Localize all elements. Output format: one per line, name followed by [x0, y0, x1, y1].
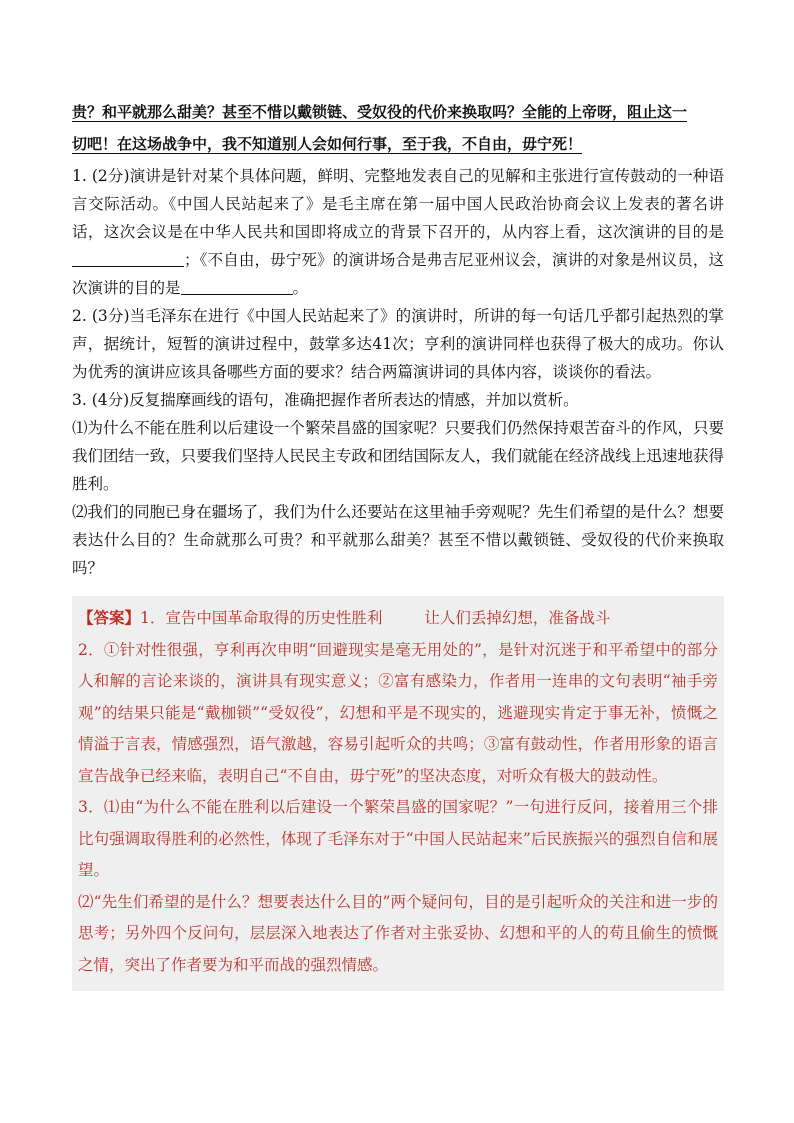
answer-3-item-2: ⑵“先生们希望的是什么？想要表达什么目的”两个疑问句，目的是引起听众的关注和进一步的思考；另外四个反问句，层层深入地表达了作者对主张妥协、幻想和平的人的苟且偷生的愤慨之情，突出了作者要为和平而战的强烈情感。 — [78, 892, 718, 974]
intro-passage — [72, 96, 724, 160]
intro-line-2: 切吧！在这场战争中，我不知道别人会如何行事，至于我，不自由，毋宁死！ — [72, 135, 583, 153]
question-3: 3. (4分)反复揣摩画线的语句，准确把握作者所表达的情感，并加以赏析。 — [72, 391, 579, 409]
answer-blank-2[interactable] — [181, 278, 293, 295]
answer-1-part-1: 1．宣告中国革命取得的历史性胜利 — [140, 609, 383, 627]
question-1-text-c: 。 — [292, 279, 309, 297]
answer-box — [72, 596, 724, 991]
answer-1 — [78, 602, 718, 635]
question-1-text-b: ；《不自由，毋宁死》的演讲场合是弗吉尼亚州议会，演讲的对象是州议员，这次演讲的目的是 — [72, 251, 724, 297]
question-1 — [72, 162, 724, 302]
answer-tag: 【答案】 — [78, 608, 141, 627]
questions — [72, 162, 724, 582]
question-3-item-1: ⑴为什么不能在胜利以后建设一个繁荣昌盛的国家呢？只要我们仍然保持艰苦奋斗的作风，只要我们团结一致，只要我们坚持人民民主专政和团结国际友人，我们就能在经济战线上迅速地获得胜利。 — [72, 419, 724, 493]
answer-blank-1[interactable] — [72, 250, 184, 267]
answer-3-item-1: 3．⑴由“为什么不能在胜利以后建设一个繁荣昌盛的国家呢？”一句进行反问，接着用三个排比句强调取得胜利的必然性，体现了毛泽东对于“中国人民站起来”后民族振兴的强烈自信和展望。 — [78, 798, 718, 879]
question-2: 2. (3分)当毛泽东在进行《中国人民站起来了》的演讲时，所讲的每一句话几乎都引起热烈的掌声，据统计，短暂的演讲过程中，鼓掌多达41次；亨利的演讲同样也获得了极大的成功。你认为优秀的演讲应该具备哪些方面的要求？结合两篇演讲词的具体内容，谈谈你的看法。 — [72, 307, 724, 381]
answer-1-part-2: 让人们丢掉幻想，准备战斗 — [424, 609, 611, 627]
answer-2: 2．①针对性很强，亨利再次申明“回避现实是毫无用处的”，是针对沉迷于和平希望中的部分人和解的言论来谈的，演讲具有现实意义；②富有感染力，作者用一连串的文句表明“袖手旁观”的结果只能是“戴枷锁”“受奴役”，幻想和平是不现实的，逃避现实肯定于事无补，愤慨之情溢于言表，情感强烈，语气激越，容易引起听众的共鸣；③富有鼓动性，作者用形象的语言宣告战争已经来临，表明自己“不自由，毋宁死”的坚决态度，对听众有极大的鼓动性。 — [78, 640, 718, 785]
question-1-text-a: 1. (2分)演讲是针对某个具体问题，鲜明、完整地发表自己的见解和主张进行宣传鼓动的一种语言交际活动。《中国人民站起来了》是毛主席在第一届中国人民政治协商会议上发表的著名讲话，这次会议是在中华人民共和国即将成立的背景下召开的，从内容上看，这次演讲的目的是 — [72, 167, 724, 241]
worksheet-page — [72, 96, 724, 991]
question-3-item-2: ⑵我们的同胞已身在疆场了，我们为什么还要站在这里袖手旁观呢？先生们希望的是什么？想要表达什么目的？生命就那么可贵？和平就那么甜美？甚至不惜以戴锁链、受奴役的代价来换取吗？ — [72, 503, 724, 577]
intro-line-1: 贵？和平就那么甜美？甚至不惜以戴锁链、受奴役的代价来换取吗？全能的上帝呀，阻止这一 — [72, 103, 688, 121]
